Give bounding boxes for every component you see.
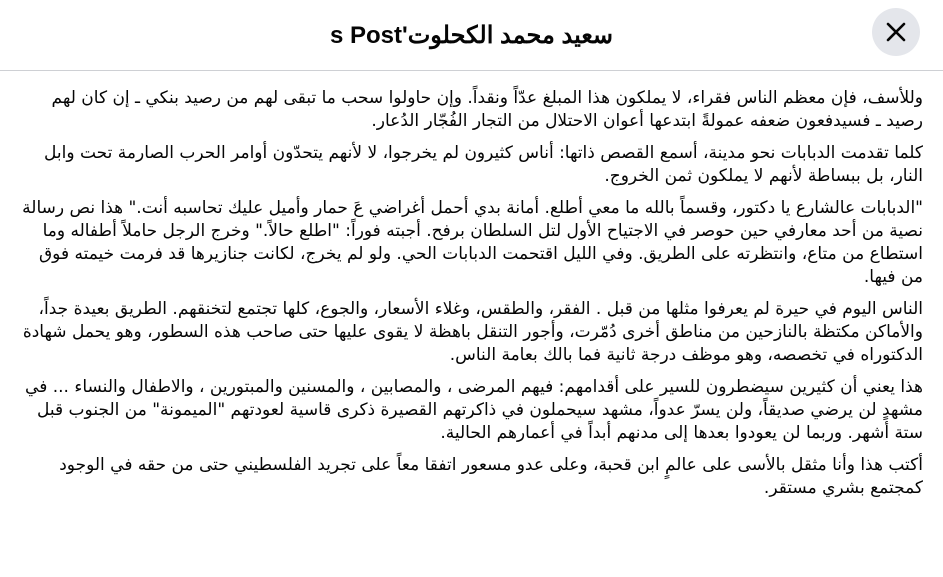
dialog-header (0, 0, 943, 71)
post-paragraph: هذا يعني أن كثيرين سيضطرون للسير على أقدامهم: فيهم المرضى ، والمصابين ، والمسنين والمبتورين ، والاطفال والنساء ... في مشهدٍ لن يرضي صديقاً، ولن يسرّ عدواً، مشهد سيحملون في ذاكرتهم القصيرة ذكرى قاسية لعودتهم "الميمونة" من الجنوب قبل ستة أشهر. وربما لن يعودوا بعدها إلى مدنهم أبداً في أعمارهم الحالية. (25, 377, 923, 443)
post-paragraph: وللأسف، فإن معظم الناس فقراء، لا يملكون هذا المبلغ عدّاً ونقداً. وإن حاولوا سحب ما تبقى لهم من رصيد بنكي ـ إن كان لهم رصيد ـ فسيدفعون ضعفه عمولةً ابتدعها أعوان الاحتلال من التجار الفُجّار الدُعار. (51, 88, 923, 131)
close-button[interactable] (872, 8, 920, 56)
post-paragraph: كلما تقدمت الدبابات نحو مدينة، أسمع القصص ذاتها: أناس كثيرون لم يخرجوا، لا لأنهم يتحدّون أوامر الحرب الصارمة تحت وابل النار، بل ببساطة لأنهم لا يملكون ثمن الخروج. (44, 143, 923, 186)
close-icon (885, 21, 907, 43)
dialog-title: سعيد محمد الكحلوت's Post (329, 21, 614, 49)
post-paragraph: أكتب هذا وأنا مثقل بالأسى على عالمٍ ابن قحبة، وعلى عدو مسعور اتفقا معاً على تجريد الفلسطيني حتى من حقه في الوجود كمجتمع بشري مستقر. (59, 455, 923, 498)
post-paragraph: الناس اليوم في حيرة لم يعرفوا مثلها من قبل . الفقر، والطقس، وغلاء الأسعار، والجوع، كلها تجتمع لتخنقهم. الطريق بعيدة جداً، والأماكن مكتظة بالنازحين من مناطق أخرى دُمّرت، وأجور التنقل باهظة لا يقوى عليها حتى صاحب هذه السطور، وهو يحمل شهادة الدكتوراه في تخصصه، وهو موظف درجة ثانية فما بالك بعامة الناس. (22, 299, 923, 365)
post-paragraph: "الدبابات عالشارع يا دكتور، وقسماً بالله ما معي أطلع. أمانة بدي أحمل أغراضي عَ حمار وأميل عليك تحاسبه أنت." هذا نص رسالة نصية من أحد معارفي حين حوصر في الاجتياح الأول لتل السلطان برفح. أجبته فوراً: "اطلع حالاً." وخرج الرجل حاملاً أطفاله وما استطاع من متاع، وانتظرته على الطريق. وفي الليل اقتحمت الدبابات الحي. ولو لم يخرج، لكانت جنازيرها قد فرمت خيمته فوق من فيها. (22, 198, 923, 287)
post-body (0, 71, 943, 500)
